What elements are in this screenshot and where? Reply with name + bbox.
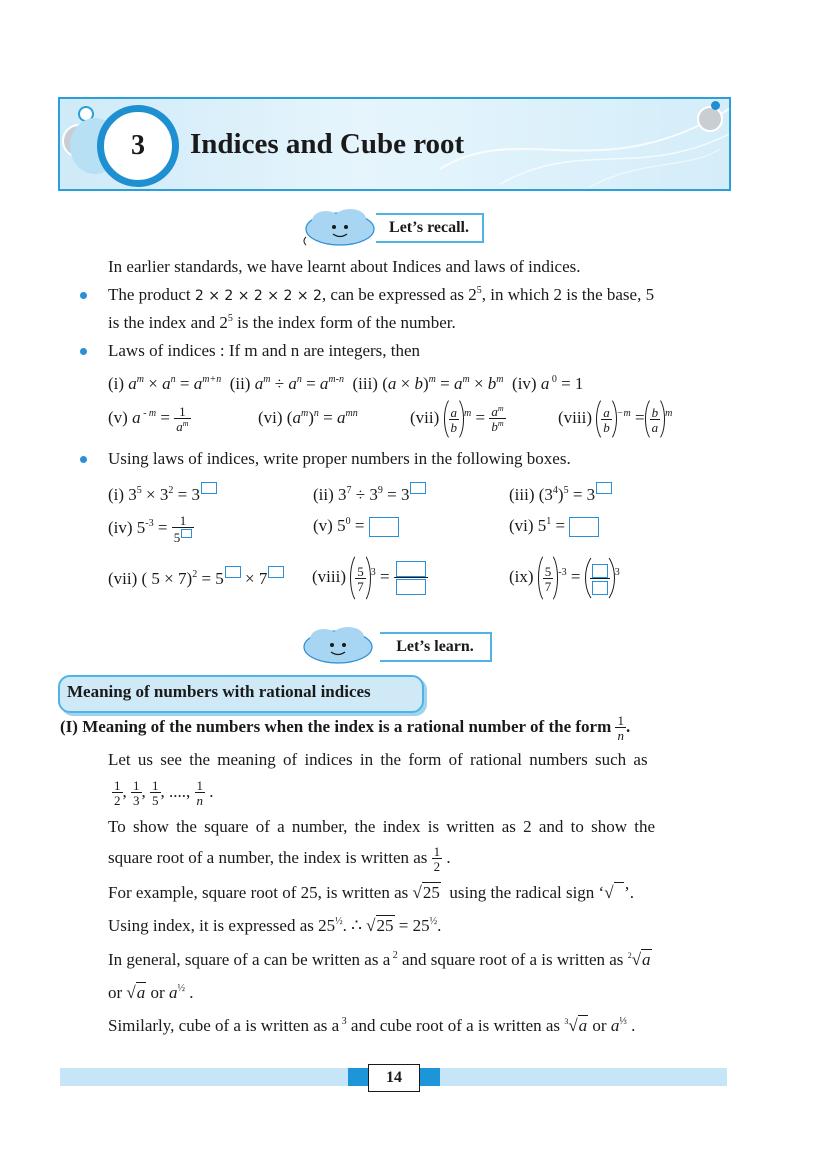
para1-line1: Let us see the meaning of indices in the form of rational numbers such as <box>108 750 648 769</box>
exercise-vii: (vii) ( 5 × 7)$^2$ = 5 × 7 <box>108 566 284 590</box>
answer-box[interactable] <box>369 517 399 537</box>
laws-row-2-v: (v) a $^{- m}$ = $\frac{1}{a^m}$ <box>108 404 189 435</box>
section-heading: Meaning of numbers with rational indices <box>67 682 371 701</box>
bullet-2 <box>80 348 87 355</box>
cloud-icon <box>300 207 380 249</box>
answer-box[interactable] <box>596 482 612 494</box>
laws-row-2-viii: (viii) $\frac{a}{b}$ $^{-m}$ = $\frac{b}{a}$ $^m$ <box>558 396 672 442</box>
lets-recall-tag <box>376 213 484 243</box>
bullet1-line2: is the index and $2^5$ is the index form of the number. <box>108 313 456 332</box>
intro-text: In earlier standards, we have learnt about Indices and laws of indices. <box>108 257 581 276</box>
para7: Similarly, cube of a is written as a $^3$ and cube root of a is written as $^3$√a or $a^{\frac{1}{3}}$ . <box>108 1016 636 1035</box>
answer-box[interactable] <box>592 581 608 595</box>
answer-box[interactable] <box>201 482 217 494</box>
chapter-number: 3 <box>131 130 145 161</box>
bullet2-text: Laws of indices : If m and n are integers, then <box>108 341 421 360</box>
para2-line1: To show the square of a number, the index is written as 2 and to show the <box>108 817 656 836</box>
cloud-icon <box>296 625 380 667</box>
answer-box[interactable] <box>268 566 284 578</box>
subheading: (I) Meaning of the numbers when the index is a rational number of the form $\frac{1}{n}$ . <box>60 713 631 744</box>
exercise-ii: (ii) $3^7 \div 3^9 = 3$ <box>313 482 426 506</box>
para6: or √a or $a^{\frac{1}{2}}$ . <box>108 983 194 1002</box>
answer-box[interactable] <box>396 561 426 577</box>
para4: Using index, it is expressed as $25^{\frac{1}{2}}$. ∴ $√25 = 25^{\frac{1}{2}}$. <box>108 916 442 935</box>
page-number: 14 <box>386 1069 402 1086</box>
exercise-v: (v) $5^0$ = <box>313 515 399 537</box>
exercise-vi: (vi) $5^1$ = <box>509 515 599 537</box>
exercise-ix: (ix) $\frac{5}{7}$ $^{-3}$ = $^3$ <box>509 552 620 604</box>
exercise-i: (i) $3^5 \times 3^2 = 3$ <box>108 482 217 506</box>
lets-learn-tag <box>380 632 492 662</box>
para2-line2: square root of a number, the index is written as $\frac{1}{2}$ . <box>108 844 451 875</box>
exercise-iii: (iii) $(3^4)^5 = 3$ <box>509 482 612 506</box>
bullet3-text: Using laws of indices, write proper numbers in the following boxes. <box>108 449 571 468</box>
para1-fractions: $\frac{1}{2}$ , $\frac{1}{3}$ , $\frac{1}{5}$ , ...., $\frac{1}{n}$ . <box>114 778 214 809</box>
laws-row-2-vii: (vii) $\frac{a}{b}$ $^m$ = $\frac{a^m}{b^m}$ <box>410 396 506 442</box>
banner-swirl-decoration <box>440 99 729 189</box>
banner-corner-circle-small <box>711 101 720 110</box>
para5: In general, square of a can be written as a $^2$ and square root of a is written as $^2$√a <box>108 950 651 969</box>
para3: For example, square root of 25, is written as √25 using the radical sign ‘√ ’. <box>108 883 634 902</box>
laws-row-1: (i) $a^m \times a^n = a^{m+n}$ (ii) $a^m \div a^n = a^{m-n}$ (iii) $(a \times b)^m = a^m \times b^m$ (iv) a $^0$ = 1 <box>108 374 584 393</box>
chapter-title: Indices and Cube root <box>190 128 465 160</box>
answer-box[interactable] <box>569 517 599 537</box>
answer-box[interactable] <box>181 529 192 538</box>
answer-box[interactable] <box>396 579 426 595</box>
banner-corner-circle-big <box>697 106 723 132</box>
laws-row-2-vi: (vi) $(a^m)^n = a^{mn}$ <box>258 408 358 427</box>
exercise-viii: (viii) $\frac{5}{7}$ $^3$ = <box>312 552 428 604</box>
bullet1-line1: The product 2 × 2 × 2 × 2 × 2, can be expressed as $2^5$, in which 2 is the base, 5 <box>108 285 655 304</box>
bullet-3 <box>80 456 87 463</box>
bullet-1 <box>80 292 87 299</box>
answer-box[interactable] <box>225 566 241 578</box>
exercise-iv: (iv) $5^{-3}$ = $\frac{1}{5}$ <box>108 508 194 548</box>
lets-recall-label: Let’s recall. <box>389 219 469 236</box>
answer-box[interactable] <box>592 564 608 578</box>
lets-learn-label: Let’s learn. <box>396 638 474 655</box>
answer-box[interactable] <box>410 482 426 494</box>
